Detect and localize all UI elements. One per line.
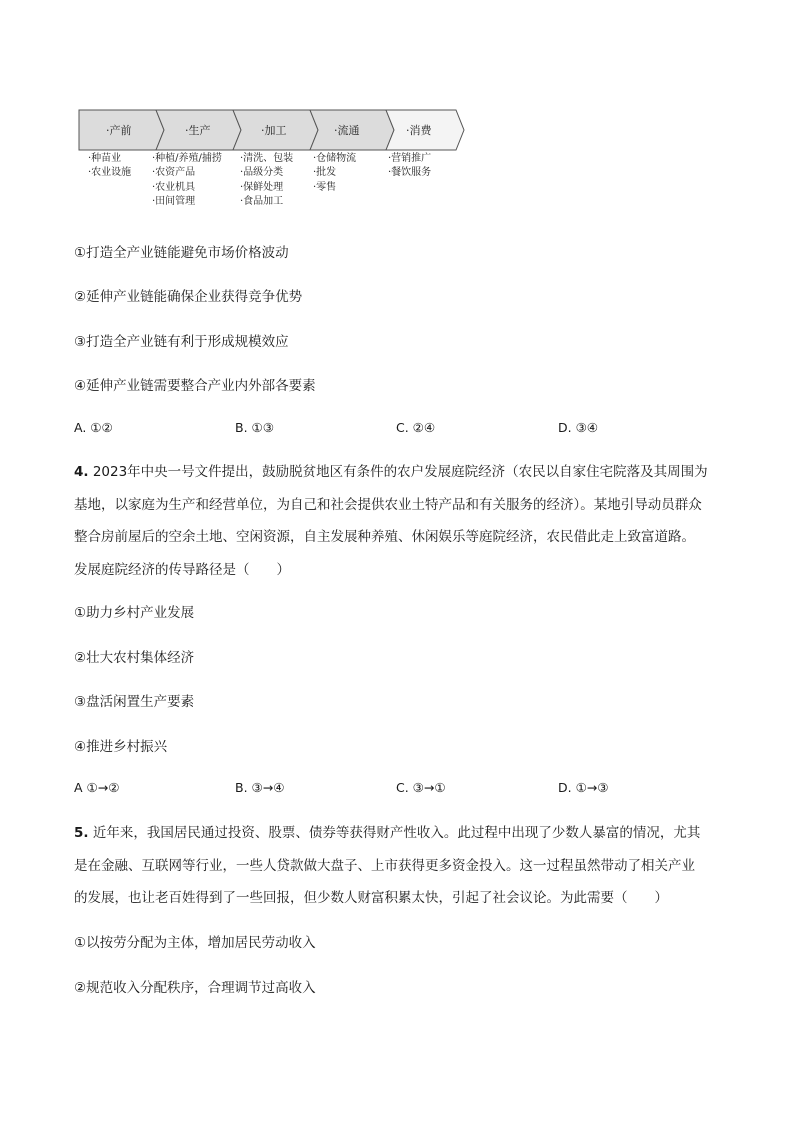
industry-chain-diagram	[78, 108, 468, 212]
q5-stem-line-2: 是在金融、互联网等行业，一些人贷款做大盘子、上市获得更多资金投入。这一过程虽然带动了相关产业	[74, 857, 695, 874]
stage-item: ·田间管理	[152, 195, 196, 207]
stage-items-processing	[240, 152, 293, 209]
q3-option-c[interactable]: C. ②④	[396, 420, 436, 435]
q5-statement-2: ②规范收入分配秩序，合理调节过高收入	[74, 980, 316, 996]
q5-stem	[74, 817, 700, 915]
stage-item: ·农业机具	[152, 181, 196, 193]
q3-statement-3: ③打造全产业链有利于形成规模效应	[74, 334, 289, 350]
q4-option-a[interactable]: A ①→②	[74, 780, 120, 795]
stage-item: ·农资产品	[152, 167, 196, 179]
stage-label-processing: ·加工	[261, 124, 287, 137]
stage-label-circulation: ·流通	[334, 124, 360, 137]
q3-statement-1: ①打造全产业链能避免市场价格波动	[74, 245, 289, 261]
q4-option-d[interactable]: D. ①→③	[558, 780, 609, 795]
q3-statement-2: ②延伸产业链能确保企业获得竞争优势	[74, 289, 303, 305]
q4-statement-4: ④推进乡村振兴	[74, 739, 168, 755]
stage-label-production: ·生产	[185, 124, 211, 137]
q4-stem-line-1	[74, 456, 708, 489]
q4-option-c[interactable]: C. ③→①	[396, 780, 446, 795]
stage-item: ·批发	[313, 167, 337, 179]
q5-stem-line-3: 的发展，也让老百姓得到了一些回报，但少数人财富积累太快，引起了社会议论。为此需要（ ）	[74, 890, 668, 906]
q4-stem-line-4: 发展庭院经济的传导路径是（ ）	[74, 561, 290, 578]
stage-item: ·零售	[313, 181, 337, 193]
q4-stem-text: 2023年中央一号文件提出，鼓励脱贫地区有条件的农户发展庭院经济（农民以自家住宅院落及其周围为	[92, 464, 708, 480]
stage-label-preproduction: ·产前	[106, 124, 132, 137]
q4-statement-3: ③盘活闲置生产要素	[74, 694, 195, 710]
q4-stem-line-2: 基地，以家庭为生产和经营单位，为自己和社会提供农业土特产品和有关服务的经济）。某地引导动员群众	[74, 496, 702, 513]
stage-item: ·保鲜处理	[240, 181, 284, 193]
q4-stem	[74, 456, 708, 586]
q4-stem-line-3: 整合房前屋后的空余土地、空闲资源，自主发展种养殖、休闲娱乐等庭院经济，农民借此走上致富道路。	[74, 529, 695, 545]
stage-item: ·种苗业	[88, 153, 122, 164]
stage-items-production	[152, 152, 222, 209]
stage-item: ·仓储物流	[313, 153, 357, 164]
stage-item: ·食品加工	[240, 195, 284, 207]
q5-stem-text: 近年来，我国居民通过投资、股票、债券等获得财产性收入。此过程中出现了少数人暴富的情况，尤其	[92, 825, 701, 841]
q4-number: 4.	[74, 464, 89, 480]
q3-option-d[interactable]: D. ③④	[558, 420, 598, 435]
stage-label-consumption: ·消费	[406, 124, 432, 137]
q5-number: 5.	[74, 825, 89, 841]
q3-option-b[interactable]: B. ①③	[235, 420, 274, 435]
q3-statement-4: ④延伸产业链需要整合产业内外部各要素	[74, 378, 316, 394]
stage-item: ·种植/养殖/捕捞	[152, 153, 222, 164]
stage-items-consumption	[388, 152, 431, 181]
q3-option-a[interactable]: A. ①②	[74, 420, 113, 435]
stage-item: ·餐饮服务	[388, 167, 432, 179]
stage-items-preproduction	[88, 152, 131, 181]
stage-item: ·清洗、包装	[240, 153, 294, 164]
q5-stem-line-1	[74, 817, 700, 850]
stage-item: ·营销推广	[388, 153, 432, 164]
stage-items-circulation	[313, 152, 356, 195]
q4-option-b[interactable]: B. ③→④	[235, 780, 285, 795]
q4-statement-2: ②壮大农村集体经济	[74, 650, 195, 666]
q4-statement-1: ①助力乡村产业发展	[74, 605, 195, 621]
stage-item: ·品级分类	[240, 167, 284, 179]
q5-statement-1: ①以按劳分配为主体，增加居民劳动收入	[74, 935, 316, 951]
stage-item: ·农业设施	[88, 167, 132, 179]
